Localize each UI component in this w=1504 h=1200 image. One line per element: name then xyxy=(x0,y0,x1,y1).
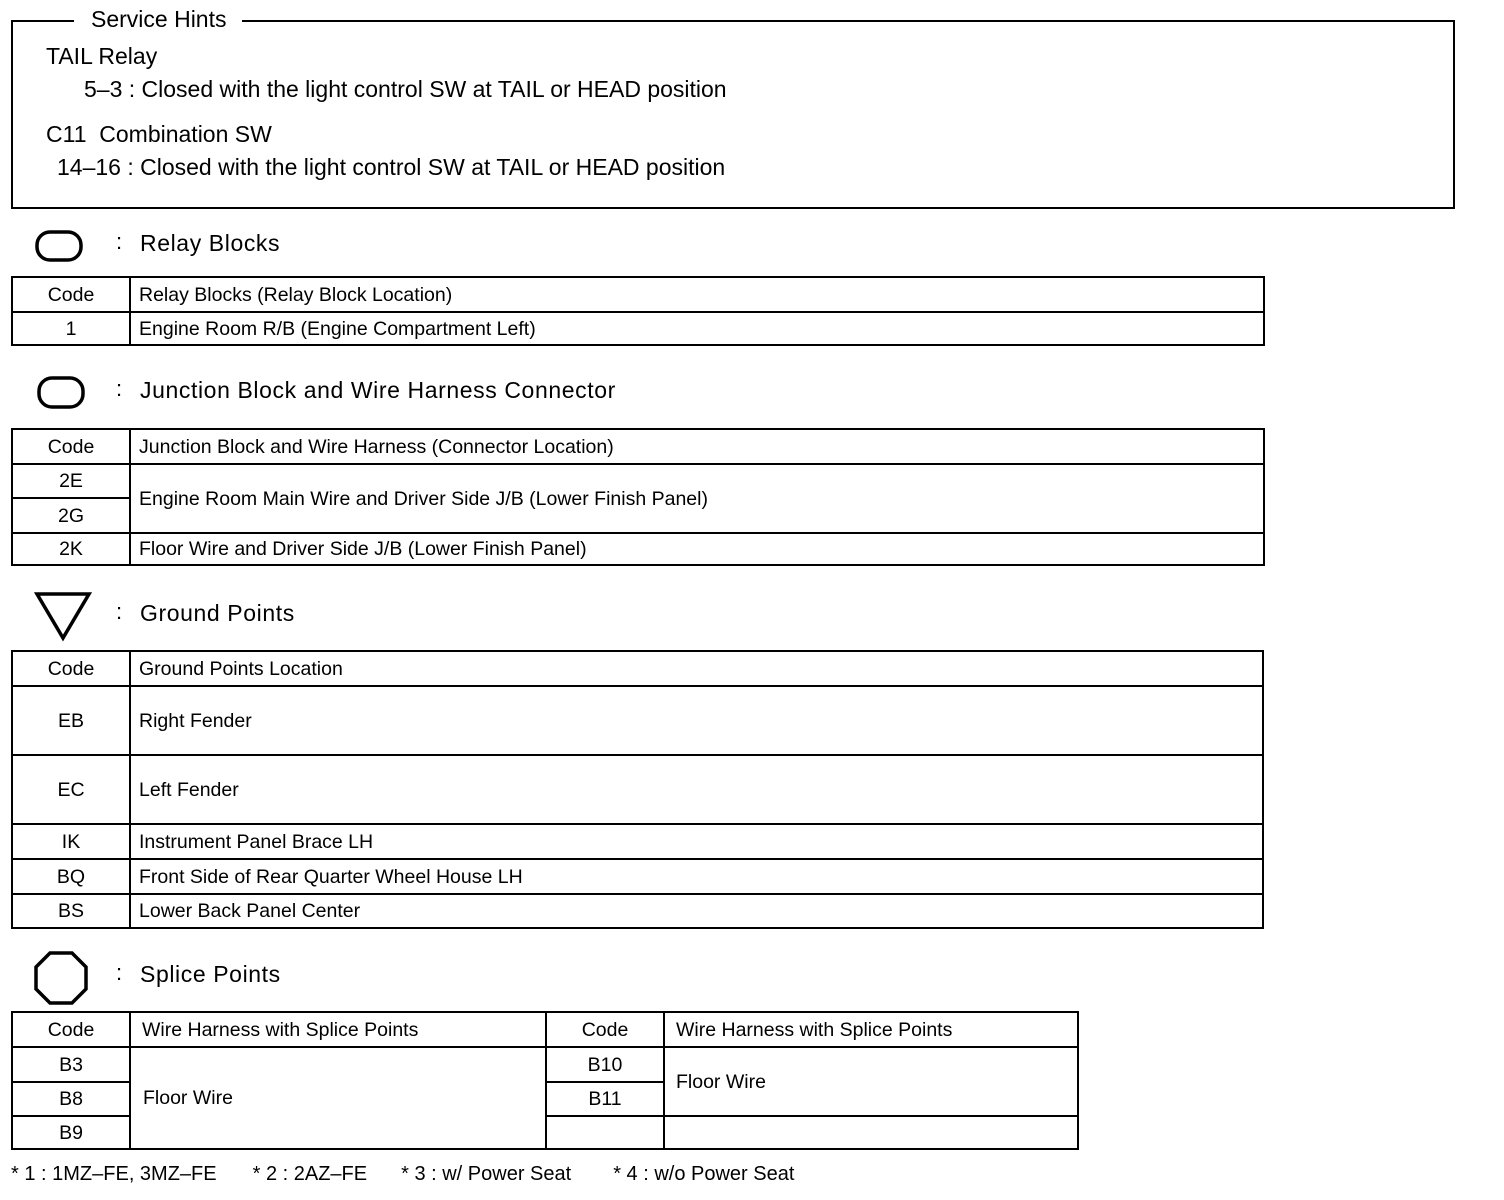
relay-blocks-table xyxy=(11,276,1265,346)
code-cell: EB xyxy=(12,686,130,755)
footnote-4: * 4 : w/o Power Seat xyxy=(613,1163,795,1185)
desc-cell: Floor Wire and Driver Side J/B (Lower Finish Panel) xyxy=(130,533,1264,565)
desc-header: Junction Block and Wire Harness (Connector Location) xyxy=(130,429,1264,464)
desc-cell: Engine Room Main Wire and Driver Side J/B (Lower Finish Panel) xyxy=(130,464,1264,533)
table-row xyxy=(12,755,1263,824)
code-cell: IK xyxy=(12,824,130,859)
heading-colon: : xyxy=(116,599,123,624)
code-header: Code xyxy=(546,1012,664,1047)
splice-points-title: Splice Points xyxy=(140,961,281,987)
footnote-3: * 3 : w/ Power Seat xyxy=(401,1163,572,1185)
heading-colon: : xyxy=(116,376,123,401)
combination-sw-title: C11 Combination SW xyxy=(46,121,272,147)
footnote-2: * 2 : 2AZ–FE xyxy=(252,1163,368,1185)
desc-header: Ground Points Location xyxy=(130,651,1263,686)
table-row xyxy=(12,533,1264,565)
desc-cell: Floor Wire xyxy=(130,1047,546,1149)
code-cell xyxy=(546,1116,664,1149)
code-cell: BQ xyxy=(12,859,130,894)
code-cell: 2G xyxy=(12,498,130,533)
code-header: Code xyxy=(12,651,130,686)
code-cell: B3 xyxy=(12,1047,130,1082)
desc-header: Relay Blocks (Relay Block Location) xyxy=(130,277,1264,312)
code-header: Code xyxy=(12,277,130,312)
table-row xyxy=(12,824,1263,859)
footnote-1: * 1 : 1MZ–FE, 3MZ–FE xyxy=(11,1163,217,1185)
code-cell: B11 xyxy=(546,1082,664,1116)
table-row xyxy=(12,312,1264,345)
desc-cell xyxy=(664,1116,1078,1149)
ground-points-table xyxy=(11,650,1264,929)
desc-cell: Engine Room R/B (Engine Compartment Left) xyxy=(130,312,1264,345)
table-row xyxy=(12,1047,1078,1082)
desc-cell: Lower Back Panel Center xyxy=(130,894,1263,928)
table-row xyxy=(12,686,1263,755)
desc-cell: Instrument Panel Brace LH xyxy=(130,824,1263,859)
desc-cell: Right Fender xyxy=(130,686,1263,755)
relay-blocks-title: Relay Blocks xyxy=(140,230,281,256)
tail-relay-title: TAIL Relay xyxy=(46,43,158,69)
table-row xyxy=(12,894,1263,928)
code-header: Code xyxy=(12,1012,130,1047)
tail-relay-hint: 5–3 : Closed with the light control SW at TAIL or HEAD position xyxy=(84,76,727,102)
rounded-rectangle-icon xyxy=(34,375,86,411)
inverted-triangle-icon xyxy=(34,590,94,642)
table-header-row xyxy=(12,1012,1078,1047)
table-row xyxy=(12,859,1263,894)
code-cell: B10 xyxy=(546,1047,664,1082)
code-cell: 2K xyxy=(12,533,130,565)
desc-cell: Floor Wire xyxy=(664,1047,1078,1116)
octagon-icon xyxy=(34,950,90,1006)
table-header-row xyxy=(12,429,1264,464)
desc-cell: Front Side of Rear Quarter Wheel House LH xyxy=(130,859,1263,894)
desc-cell: Left Fender xyxy=(130,755,1263,824)
heading-colon: : xyxy=(116,960,123,985)
heading-colon: : xyxy=(116,229,123,254)
table-header-row xyxy=(12,277,1264,312)
ground-points-title: Ground Points xyxy=(140,600,295,626)
desc-header: Wire Harness with Splice Points xyxy=(130,1012,546,1047)
code-cell: B8 xyxy=(12,1082,130,1116)
splice-points-table xyxy=(11,1011,1079,1150)
junction-block-title: Junction Block and Wire Harness Connector xyxy=(140,377,616,403)
code-cell: 2E xyxy=(12,464,130,498)
code-cell: BS xyxy=(12,894,130,928)
code-cell: EC xyxy=(12,755,130,824)
code-header: Code xyxy=(12,429,130,464)
desc-header: Wire Harness with Splice Points xyxy=(664,1012,1078,1047)
footnotes xyxy=(11,1162,794,1186)
rounded-rectangle-icon xyxy=(34,228,84,264)
table-header-row xyxy=(12,651,1263,686)
code-cell: B9 xyxy=(12,1116,130,1149)
combination-sw-hint: 14–16 : Closed with the light control SW at TAIL or HEAD position xyxy=(57,154,726,180)
code-cell: 1 xyxy=(12,312,130,345)
table-row xyxy=(12,464,1264,498)
junction-block-table xyxy=(11,428,1265,566)
service-hints-title: Service Hints xyxy=(74,5,242,33)
